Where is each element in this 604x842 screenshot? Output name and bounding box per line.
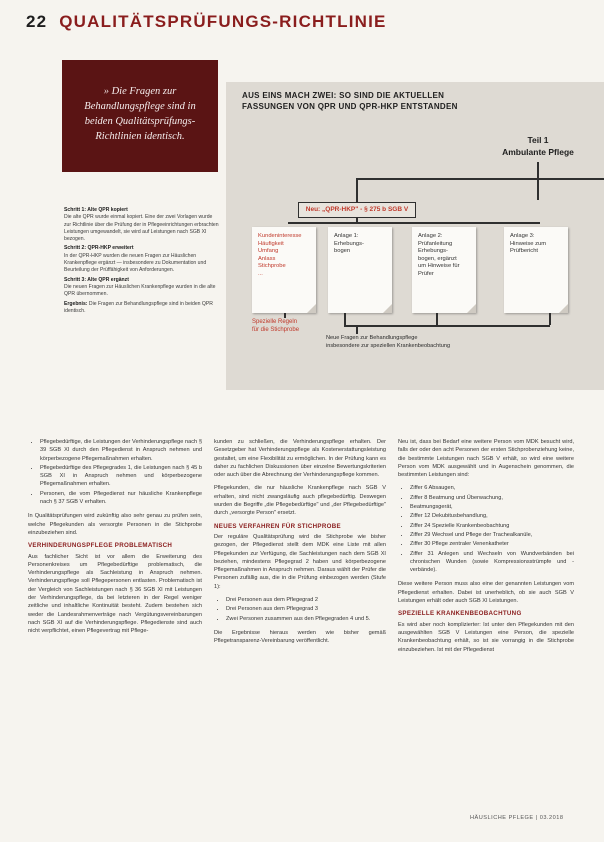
teil-name: Ambulante Pflege — [502, 147, 574, 157]
step-heading: Schritt 3: Alte QPR ergänzt — [64, 276, 129, 283]
paper-line: Stichprobe — [258, 263, 286, 269]
paper-fold — [307, 304, 316, 313]
connector-line — [549, 313, 551, 325]
paper-line: Hinweise zum — [510, 240, 547, 247]
paper-line: Anlass — [258, 255, 276, 262]
paragraph: Der reguläre Qualitätsprüfung wird die Stichprobe wie bisher gezogen, der Pflegedienst stellt dem MDK eine Liste mit allen Pflegekunden zur Verfügung, die Sachleistungen nach dem SGB XI beziehen, mindestens Pflegegrad 2 haben und körperbezogene Pflegemaßnahmen in Anspruch nehmen. Daraus wählt der Prüfer die Personen zufällig aus, die in die Prüfung einbezogen werden (Stufe 1): — [214, 533, 386, 590]
list-item: • Beatmungsgerät, — [410, 503, 574, 511]
paper-line: Prüfer — [418, 270, 434, 277]
paper-line: Prüfanleitung — [418, 240, 453, 247]
list-item: • Ziffer 30 Pflege zentraler Venenkatheter — [410, 540, 574, 548]
list-item: • Pflegebedürftige des Pflegegrades 1, die Leistungen nach § 45 b SGB XI in Anspruch nehmen und körperbezogene Pflegemaßnahmen erhalten. — [40, 464, 202, 489]
paper-line: Kundeninteresse — [258, 233, 302, 239]
text-column-3 — [398, 438, 574, 659]
paper-line: Anlage 2: — [418, 233, 443, 239]
paper-fold — [383, 304, 392, 313]
step-text: Die alte QPR wurde einmal kopiert. Eine der zwei Vorlagen wurde zur Richtlinie über die Prüfung der in Pflegeeinrichtungen erbrachten Leistungen umgewandelt, sie wird auf Leistungen nach SGB XI bezogen. — [64, 214, 219, 243]
paragraph: In Qualitätsprüfungen wird zukünftig also sehr genau zu prüfen sein, welche Pflegekunden als versorgte Personen in die Stichprobe einzubeziehen sind. — [28, 513, 202, 536]
page-title: QUALITÄTSPRÜFUNGS-RICHTLINIE — [59, 12, 387, 31]
paper-fold — [559, 304, 568, 313]
connector-line — [537, 162, 539, 178]
connector-line — [344, 325, 550, 327]
paragraph: Es wird aber noch komplizierter: Ist unter den Pflegekunden mit den ausgewählten SGB V Leistungen eine Person, die spezielle Krankenbeobachtung erhält, so ist sie vorrangig in die Stichprobe einzubeziehen. Ist mit der Pflegedienst — [398, 621, 574, 653]
connector-line — [344, 313, 346, 325]
neu-qpr-hkp-box: Neu: „QPR-HKP" - § 275 b SGB V — [298, 202, 416, 218]
list-item: • Ziffer 8 Beatmung und Überwachung, — [410, 494, 574, 502]
step-item — [64, 207, 220, 243]
paragraph: Aus fachlicher Sicht ist vor allem die Erweiterung des Personenkreises um Pflegebedürftige problematisch, die Verhinderungspflege als Sachleistung in Anspruch nehmen. Verhinderungspflege soll Pflegepersonen entlasten. Problematisch ist der Vergleich von Sachleistungen nach § 36 SGB XI mit Leistungen der Verhinderungspflege, da bei letzteren in der Regel weniger zeitliche und inhaltliche Kontinuität besteht. Zudem bestehen sich weder die Landesrahmenverträge nach Vergütungsvereinbarungen nach SGB XI auf die Verhinderungspflege. Pflegedienste sind auch nicht verpflichtet, einen Pflegevertrag mit Pflege- — [28, 553, 202, 635]
paper-line: bogen, ergänzt — [418, 255, 457, 262]
paper-line: Erhebungs- — [418, 248, 448, 254]
section-heading: VERHINDERUNGSPFLEGE PROBLEMATISCH — [28, 542, 173, 550]
list-item: • Ziffer 12 Dekubitusbehandlung, — [410, 512, 574, 520]
text-column-1 — [28, 438, 202, 641]
neue-fragen-label — [326, 335, 450, 350]
paragraph: Diese weitere Person muss also eine der genannten Leistungen vom Pflegedienst erhalten. Dabei ist unerheblich, ob sie auch SGB V Leistungen erhält oder auch SGB XI Leistungen. — [398, 581, 574, 605]
paper-line: Anlage 1: — [334, 233, 359, 239]
paper-line: ... — [258, 270, 263, 277]
step-heading: Schritt 2: QPR-HKP erweitert — [64, 245, 134, 252]
teil-label — [478, 134, 598, 158]
bullet-list — [214, 596, 386, 623]
paper-line: Anlage 3: — [510, 233, 535, 239]
paragraph: Die Ergebnisse hieraus werden wie bisher gemäß Pflegetransparenz-Vereinbarung veröffentlicht. — [214, 629, 386, 645]
paragraph: Pflegekunden, die nur häusliche Krankenpflege nach SGB V erhalten, sind nicht zwangsläufig auch pflegebedürftig. Deswegen wurden die Begriffe „die Pflegebedürftige" und „der Pflegebedürftige" durch „versorgte Person" ersetzt. — [214, 485, 386, 517]
section-heading: NEUES VERFAHREN FÜR STICHPROBE — [214, 522, 341, 530]
paper-line: Häufigkeit — [258, 240, 284, 247]
text-column-2 — [214, 438, 386, 651]
paper-line: Umfang — [258, 248, 279, 254]
spezielle-line: Spezielle Regeln — [252, 319, 298, 325]
teil-number: Teil 1 — [527, 135, 549, 145]
list-item: • Ziffer 31 Anlegen und Wechseln von Wundverbänden bei chronischen Wunden (sowie Kompressionsstrümpfe und -verbände). — [410, 550, 574, 575]
bullet-list — [28, 438, 202, 506]
list-item: • Drei Personen aus dem Pflegegrad 2 — [226, 596, 386, 604]
connector-line — [436, 313, 438, 325]
connector-line — [356, 178, 358, 202]
spezielle-regeln-label — [252, 318, 299, 334]
step-text: In der QPR-HKP wurden die neuen Fragen zur Häuslichen Krankenpflege ergänzt — insbesondere zu Dokumentation und Beurteilung der Prüffähigkeit von Anforderungen. — [64, 252, 207, 274]
list-item: • Personen, die vom Pflegedienst nur häusliche Krankenpflege nach § 37 SGB V erhalten. — [40, 490, 202, 507]
paper-fold — [467, 304, 476, 313]
diagram-title — [242, 90, 458, 112]
list-item: • Ziffer 6 Absaugen, — [410, 484, 574, 492]
page-footer: HÄUSLICHE PFLEGE | 03.2018 — [470, 815, 564, 821]
paper-line: Prüfbericht — [510, 248, 539, 254]
diagram-title-line: FASSUNGEN VON QPR UND QPR-HKP ENTSTANDEN — [242, 102, 458, 111]
paper-kundeninteresse — [252, 227, 316, 313]
paper-line: bogen — [334, 248, 351, 254]
paper-anlage-1 — [328, 227, 392, 313]
spezielle-line: für die Stichprobe — [252, 327, 300, 333]
connector-line — [356, 326, 358, 334]
diagram-title-line: AUS EINS MACH ZWEI: SO SIND DIE AKTUELLEN — [242, 91, 445, 100]
step-heading: Ergebnis: — [64, 300, 88, 307]
connector-line — [284, 313, 286, 318]
step-item — [64, 277, 220, 299]
neue-fragen-line: insbesondere zur speziellen Krankenbeobachtung — [326, 342, 451, 349]
paper-anlage-3 — [504, 227, 568, 313]
connector-line — [537, 178, 539, 200]
step-text: Die neuen Fragen zur Häuslichen Krankenpflege wurden in die alte QPR übernommen. — [64, 283, 216, 298]
paper-anlage-2 — [412, 227, 476, 313]
paragraph: kunden zu schließen, die Verhinderungspflege erhalten. Der Gesetzgeber hat Verhinderungspflege als Kostenerstattungsleistung gestaltet, um eine Flexibilität zu ermöglichen. In der Prüfung kann es daher zu fachlichen Diskussionen über einzelne Bewertungskriterien oder auch über die Abrechnung der Verhinderungspflege kommen. — [214, 439, 386, 479]
pull-quote: » Die Fragen zur Behandlungspflege sind in beiden Qualitätsprüfungs-Richtlinien identisch. — [62, 60, 218, 172]
steps-sidebar — [64, 207, 220, 317]
paper-line: um Hinweise für — [418, 263, 460, 269]
bullet-list — [398, 484, 574, 574]
step-item — [64, 301, 220, 316]
step-text: Die Fragen zur Behandlungspflege sind in beiden QPR identisch. — [64, 300, 213, 314]
page-number: 22 — [26, 12, 48, 31]
step-item — [64, 245, 220, 274]
connector-line — [356, 178, 604, 180]
paper-line: Erhebungs- — [334, 240, 364, 247]
connector-line — [288, 222, 540, 224]
list-item: • Ziffer 29 Wechsel und Pflege der Trachealkanüle, — [410, 531, 574, 539]
neue-fragen-line: Neue Fragen zur Behandlungspflege — [326, 335, 418, 341]
paragraph: Neu ist, dass bei Bedarf eine weitere Person vom MDK besucht wird, falls der oder den acht Personen der ersten Stichprobenziehung keine, die bestimmte Leistungen nach SGB V erhält, so wird eine weitere Person vom MDK ausgewählt und in Augenschein genommen, die bestimmten Leistungen sind: — [398, 439, 574, 479]
step-heading: Schritt 1: Alte QPR kopiert — [64, 207, 128, 213]
qpr-diagram — [226, 82, 604, 390]
section-heading: SPEZIELLE KRANKENBEOBACHTUNG — [398, 610, 522, 618]
list-item: • Drei Personen aus dem Pflegegrad 3 — [226, 605, 386, 613]
page-header — [26, 12, 387, 32]
list-item: • Ziffer 24 Spezielle Krankenbeobachtung — [410, 522, 574, 530]
list-item: • Zwei Personen zusammen aus den Pflegegraden 4 und 5. — [226, 615, 386, 623]
list-item: • Pflegebedürftige, die Leistungen der Verhinderungspflege nach § 39 SGB XI durch den Pflegedienst in Anspruch nehmen und körperbezogene Pflegemaßnahmen erhalten. — [40, 438, 202, 463]
